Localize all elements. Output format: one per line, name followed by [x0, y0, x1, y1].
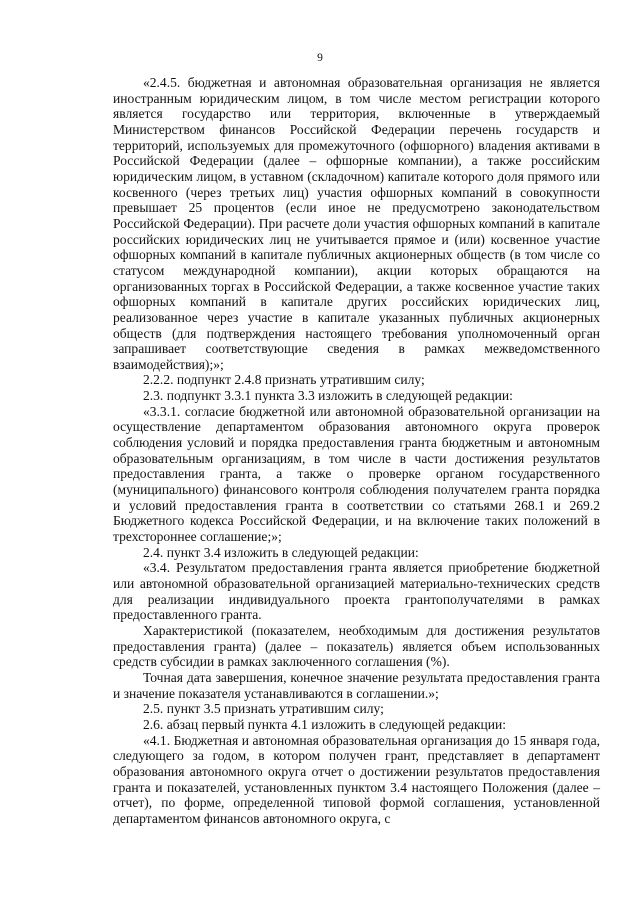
paragraph-4-1: «4.1. Бюджетная и автономная образовательная организация до 15 января года, следующего за годом, в котором получен грант, представляет в департамент образования автономного округа отчет о достижении результатов предоставления гранта и показателей, установленных пунктом 3.4 настоящего Положения (далее – отчет), по форме, определенной типовой формой соглашения, установленной департаментом финансов автономного округа, с: [113, 732, 600, 826]
paragraph-completion-date: Точная дата завершения, конечное значение результата предоставления гранта и значение показателя устанавливаются в соглашении.»;: [113, 669, 600, 701]
paragraph-2-5: 2.5. пункт 3.5 признать утратившим силу;: [143, 701, 384, 717]
paragraph-characteristic: Характеристикой (показателем, необходимым для достижения результатов предоставления гранта) (далее – показатель) является объем использованных средств субсидии в рамках заключенного соглашения (%).: [113, 622, 600, 670]
page-number: 9: [317, 52, 323, 64]
paragraph-2-4-5: «2.4.5. бюджетная и автономная образовательная организация не является иностранным юридическим лицом, в том числе местом регистрации которого является государство или территория, включенные в утверждаемый Министерством финансов Российской Федерации перечень государств и территорий, используемых для промежуточного (офшорного) владения активами в Российской Федерации (далее – офшорные компании), а также российским юридическим лицом, в уставном (складочном) капитале которого доля прямого или косвенного (через третьих лиц) участия офшорных компаний в совокупности превышает 25 процентов (если иное не предусмотрено законодательством Российской Федерации). При расчете доли участия офшорных компаний в капитале российских юридических лиц не учитывается прямое и (или) косвенное участие офшорных компаний в капитале публичных акционерных обществ (в том числе со статусом международной компании), акции которых обращаются на организованных торгах в Российской Федерации, а также косвенное участие таких офшорных компаний в капитале других российских юридических лиц, реализованное через участие в капитале указанных публичных акционерных обществ (для подтверждения настоящего требования уполномоченный орган запрашивает соответствующие сведения в рамках межведомственного взаимодействия);»;: [113, 75, 600, 372]
paragraph-2-6: 2.6. абзац первый пункта 4.1 изложить в следующей редакции:: [143, 716, 507, 732]
paragraph-3-3-1: «3.3.1. согласие бюджетной или автономной образовательной организации на осуществление департаментом образования автономного округа проверок соблюдения условий и порядка предоставления гранта бюджетным и автономным образовательным организациям, в том числе в части достижения результатов предоставления гранта, а также о проверке органом государственного (муниципального) финансового контроля соблюдения получателем гранта порядка и условий предоставления гранта в соответствии со статьями 268.1 и 269.2 Бюджетного кодекса Российской Федерации, и на включение таких положений в трехстороннее соглашение;»;: [113, 403, 600, 545]
document-body: [113, 75, 600, 827]
paragraph-2-4: 2.4. пункт 3.4 изложить в следующей редакции:: [143, 544, 419, 560]
paragraph-2-3: 2.3. подпункт 3.3.1 пункта 3.3 изложить в следующей редакции:: [143, 388, 513, 404]
paragraph-3-4: «3.4. Результатом предоставления гранта является приобретение бюджетной или автономной образовательной организацией материально-технических средств для реализации индивидуального проекта грантополучателями в рамках предоставленного гранта.: [113, 560, 600, 623]
paragraph-2-2-2: 2.2.2. подпункт 2.4.8 признать утратившим силу;: [143, 372, 425, 388]
